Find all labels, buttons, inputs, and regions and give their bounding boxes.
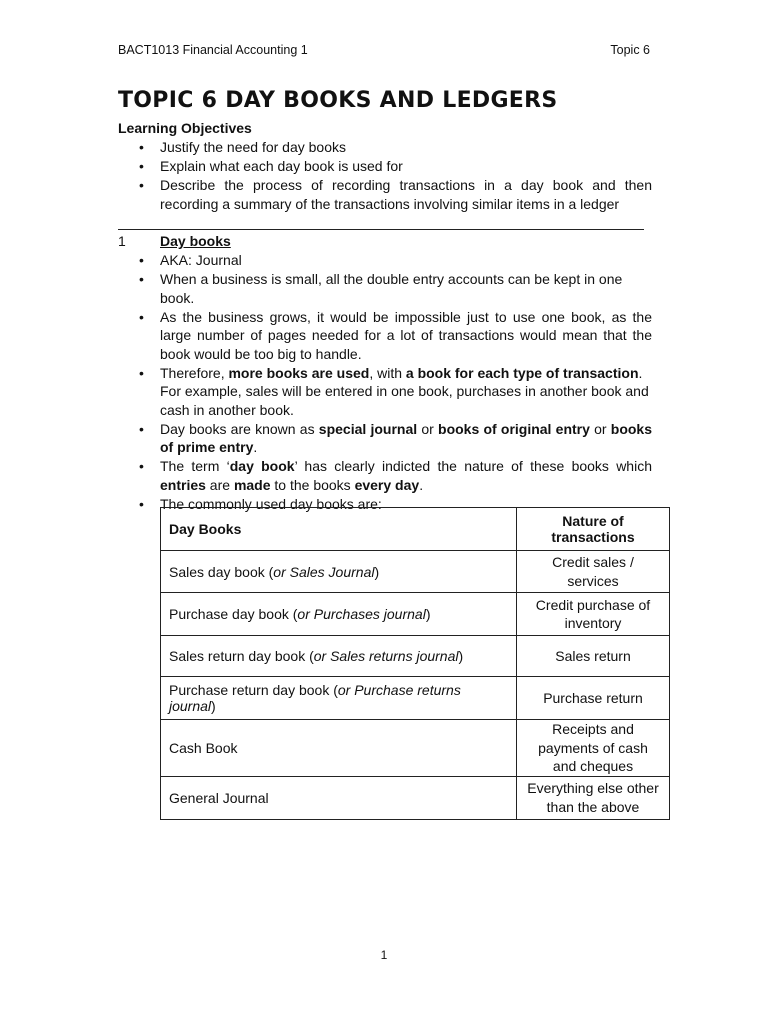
text-run: to the books: [270, 476, 355, 493]
list-item: • As the business grows, it would be impossible just to use one book, as the large number of pages needed for a lot of transactions would mean that the book would be too big to handle.: [118, 308, 652, 364]
table-cell: [161, 677, 517, 720]
text-run-bold: a book for each type of transaction: [405, 364, 639, 381]
text-run: .: [638, 364, 643, 381]
text-run-bold: special journal: [318, 420, 418, 437]
table-row: [161, 636, 670, 677]
text-run: ): [458, 648, 464, 664]
table-cell: Everything else other than the above: [517, 776, 670, 819]
text-run: General Journal: [169, 789, 269, 806]
text-run: Sales return day book (: [169, 648, 314, 664]
page-title: TOPIC 6 DAY BOOKS AND LEDGERS: [118, 88, 558, 113]
running-header-course: BACT1013 Financial Accounting 1: [118, 43, 308, 57]
table-cell: [161, 551, 517, 593]
text-run: ): [211, 698, 216, 714]
text-run: The term ‘: [160, 458, 230, 474]
text-run: Therefore,: [160, 364, 229, 381]
text-run-bold: made: [233, 476, 271, 493]
table-header-cell: Nature of transactions: [517, 508, 670, 551]
text-run: or: [417, 420, 439, 437]
text-run-bold: every day: [354, 476, 420, 493]
table-cell: Credit sales / services: [517, 551, 670, 593]
text-run-italic: or Purchases journal: [297, 606, 426, 622]
list-item: [118, 420, 652, 457]
table-row: [161, 677, 670, 720]
page-number: 1: [380, 948, 388, 962]
table-row: [161, 776, 670, 819]
text-run: Day books are known as: [160, 420, 319, 437]
text-run: For example, sales will be entered in one book, purchases in another book and cash in another book.: [160, 383, 649, 418]
list-item: • When a business is small, all the double entry accounts can be kept in one book.: [118, 270, 652, 307]
table-header-row: [161, 508, 670, 551]
list-item: • AKA: Journal: [118, 251, 652, 270]
table-cell: [161, 720, 517, 777]
list-item: [118, 364, 652, 420]
text-run-italic: or Sales Journal: [273, 563, 375, 580]
text-run: .: [419, 476, 424, 493]
section-title: Day books: [160, 233, 231, 249]
table-row: [161, 551, 670, 593]
text-run: .: [253, 439, 258, 455]
text-run-bold: books of prime entry: [160, 420, 652, 455]
section-divider: [118, 229, 644, 230]
text-run: Purchase return day book (: [169, 682, 338, 698]
list-item: • Explain what each day book is used for: [118, 157, 652, 176]
table-cell: Sales return: [517, 636, 670, 677]
table-cell: Receipts and payments of cash and cheques: [517, 720, 670, 777]
text-run: Purchase day book (: [169, 606, 298, 622]
running-header-topic: Topic 6: [610, 43, 650, 57]
section-number: 1: [118, 233, 126, 249]
text-run: or: [589, 420, 611, 437]
table-cell: [161, 593, 517, 636]
table-cell: [161, 636, 517, 677]
list-item: [118, 457, 652, 494]
list-item: • Describe the process of recording transactions in a day book and then recording a summary of the transactions involving similar items in a ledger: [118, 176, 652, 213]
day-books-table: [160, 507, 670, 820]
text-run: Cash Book: [169, 739, 238, 756]
text-run: ): [374, 563, 380, 580]
text-run: ): [425, 606, 431, 622]
text-run-italic: or Sales returns journal: [313, 648, 459, 664]
text-run-italic: or Purchase returns journal: [169, 682, 461, 714]
table-cell: Purchase return: [517, 677, 670, 720]
text-run: ’ has clearly indicted the nature of these books which: [294, 458, 652, 474]
list-item: • Justify the need for day books: [118, 138, 652, 157]
text-run: , with: [369, 364, 406, 381]
table-row: [161, 593, 670, 636]
text-run-bold: day book: [229, 458, 295, 474]
learning-objectives-heading: Learning Objectives: [118, 120, 252, 136]
text-run-bold: more books are used: [228, 364, 370, 381]
list-item: • The commonly used day books are:: [118, 495, 652, 514]
text-run-bold: books of original entry: [438, 420, 590, 437]
day-books-list: [118, 251, 652, 513]
text-run: Sales day book (: [169, 563, 274, 580]
learning-objectives-list: [118, 138, 652, 213]
text-run: are: [205, 476, 234, 493]
table-header-cell: Day Books: [161, 508, 517, 551]
table-row: [161, 720, 670, 777]
table-cell: [161, 776, 517, 819]
table-cell: Credit purchase of inventory: [517, 593, 670, 636]
text-run-bold: entries: [160, 476, 206, 493]
